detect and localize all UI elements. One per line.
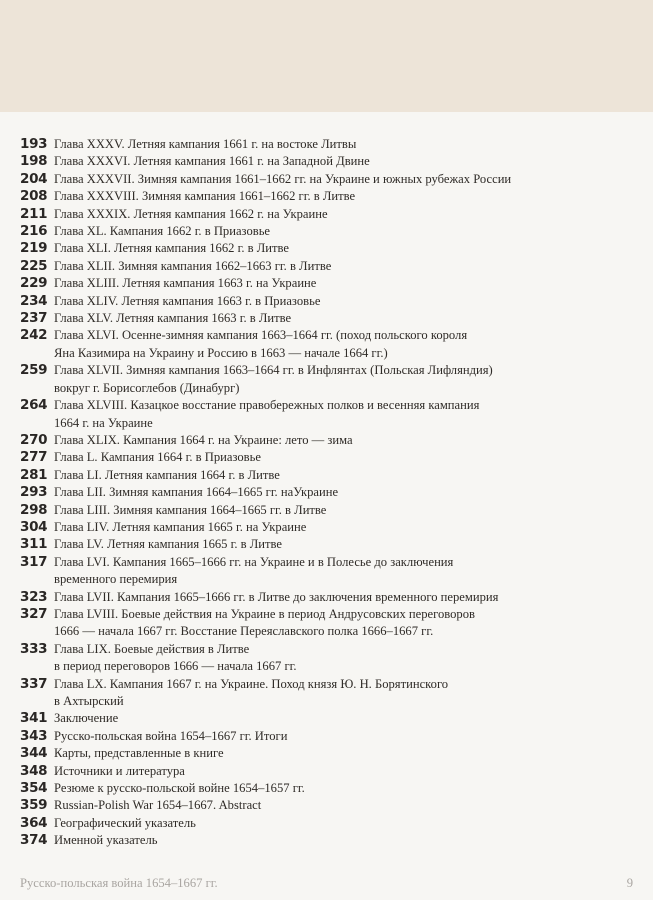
toc-entry bbox=[20, 676, 640, 711]
toc-entry-title-line: Географический указатель bbox=[54, 815, 196, 830]
footer-page-number: 9 bbox=[626, 876, 633, 890]
toc-page-number: 359 bbox=[20, 797, 48, 814]
toc-page-number: 311 bbox=[20, 536, 48, 553]
toc-entry bbox=[20, 432, 640, 449]
toc-page-number: 198 bbox=[20, 153, 48, 170]
toc-entry-title-line: Глава XLIV. Летняя кампания 1663 г. в Приазовье bbox=[54, 293, 321, 308]
toc-page-number: 293 bbox=[20, 484, 48, 501]
toc-entry-title-line: вокруг г. Борисоглебов (Динабург) bbox=[54, 380, 240, 395]
toc-page-number: 277 bbox=[20, 449, 48, 466]
toc-entry bbox=[20, 519, 640, 536]
toc-entry bbox=[20, 223, 640, 240]
toc-page-number: 219 bbox=[20, 240, 48, 257]
toc-entry-title-line: Глава XL. Кампания 1662 г. в Приазовье bbox=[54, 224, 271, 239]
toc-entry-title-line: временного перемирия bbox=[54, 572, 178, 587]
toc-entry-title-line: Яна Казимира на Украину и Россию в 1663 — начале 1664 гг.) bbox=[54, 345, 388, 360]
toc-page-number: 270 bbox=[20, 431, 48, 448]
toc-entry-title-line: Глава XLV. Летняя кампания 1663 г. в Литве bbox=[54, 311, 292, 326]
toc-page-number: 333 bbox=[20, 640, 48, 657]
toc-entry-title-line: Глава LI. Летняя кампания 1664 г. в Литве bbox=[54, 467, 280, 482]
toc-entry-title-line: Глава XXXV. Летняя кампания 1661 г. на востоке Литвы bbox=[54, 137, 357, 151]
toc-page-number: 234 bbox=[20, 292, 48, 309]
top-color-band bbox=[0, 0, 653, 112]
toc-entry bbox=[20, 780, 640, 797]
toc-entry bbox=[20, 206, 640, 223]
toc-entry bbox=[20, 293, 640, 310]
toc-page-number: 211 bbox=[20, 205, 48, 222]
toc-entry bbox=[20, 258, 640, 275]
toc-entry-title-line: Глава XXXVII. Зимняя кампания 1661–1662 гг. на Украине и южных рубежах России bbox=[54, 171, 512, 186]
toc-page-number: 317 bbox=[20, 553, 48, 570]
toc-entry-title-line: Русско-польская война 1654–1667 гг. Итоги bbox=[54, 728, 288, 743]
toc-entry-title-line: Глава XLI. Летняя кампания 1662 г. в Литве bbox=[54, 241, 289, 256]
toc-page-number: 204 bbox=[20, 170, 48, 187]
toc-page-number: 281 bbox=[20, 466, 48, 483]
toc-entry bbox=[20, 710, 640, 727]
toc-entry-title-line: Глава LVIII. Боевые действия на Украине в период Андрусовских переговоров bbox=[54, 606, 475, 621]
toc-entry bbox=[20, 449, 640, 466]
toc-entry-title-line: Глава LX. Кампания 1667 г. на Украине. Поход князя Ю. Н. Борятинского bbox=[54, 676, 449, 691]
toc-page-number: 344 bbox=[20, 745, 48, 762]
toc-entry bbox=[20, 467, 640, 484]
toc-entry bbox=[20, 832, 640, 849]
toc-page-number: 298 bbox=[20, 501, 48, 518]
toc-entry bbox=[20, 362, 640, 397]
toc-entry-title-line: Глава XLVIII. Казацкое восстание правобережных полков и весенняя кампания bbox=[54, 398, 480, 413]
toc-entry-title-line: Глава LVI. Кампания 1665–1666 гг. на Украине и в Полесье до заключения bbox=[54, 554, 454, 569]
toc-entry bbox=[20, 171, 640, 188]
toc-entry bbox=[20, 275, 640, 292]
toc-page-number: 193 bbox=[20, 136, 48, 152]
toc-page-number: 337 bbox=[20, 675, 48, 692]
toc-page-number: 259 bbox=[20, 362, 48, 379]
toc-entry-title-line: Глава LV. Летняя кампания 1665 г. в Литве bbox=[54, 537, 283, 552]
toc-entry bbox=[20, 240, 640, 257]
toc-entry bbox=[20, 327, 640, 362]
toc-entry-title-line: Глава LVII. Кампания 1665–1666 гг. в Литве до заключения временного перемирия bbox=[54, 589, 499, 604]
toc-page-number: 374 bbox=[20, 832, 48, 849]
toc-entry-title-line: Russian-Polish War 1654–1667. Abstract bbox=[54, 798, 262, 813]
toc-entry bbox=[20, 153, 640, 170]
toc-entry-title-line: Глава XLVI. Осенне-зимняя кампания 1663–1664 гг. (поход польского короля bbox=[54, 328, 468, 343]
toc-entry-title-line: Глава LII. Зимняя кампания 1664–1665 гг. наУкраине bbox=[54, 485, 339, 500]
toc-page-number: 208 bbox=[20, 188, 48, 205]
toc-entry-title-line: Глава XLIII. Летняя кампания 1663 г. на Украине bbox=[54, 276, 317, 291]
toc-page-number: 237 bbox=[20, 310, 48, 327]
toc-entry bbox=[20, 641, 640, 676]
toc-entry bbox=[20, 502, 640, 519]
toc-page-number: 327 bbox=[20, 605, 48, 622]
toc-entry-title-line: Глава XLII. Зимняя кампания 1662–1663 гг. в Литве bbox=[54, 258, 332, 273]
toc-entry-title-line: Глава XXXIX. Летняя кампания 1662 г. на Украине bbox=[54, 206, 328, 221]
toc-entry-title-line: Глава LIX. Боевые действия в Литве bbox=[54, 641, 250, 656]
toc-entry-title-line: Глава XXXVIII. Зимняя кампания 1661–1662 гг. в Литве bbox=[54, 189, 356, 204]
toc-page-number: 343 bbox=[20, 727, 48, 744]
toc-entry-title-line: Глава LIII. Зимняя кампания 1664–1665 гг. в Литве bbox=[54, 502, 327, 517]
toc-entry-title-line: 1664 г. на Украине bbox=[54, 415, 153, 430]
toc-entry-title-line: Глава XXXVI. Летняя кампания 1661 г. на Западной Двине bbox=[54, 154, 370, 169]
toc-entry-title-line: Глава XLVII. Зимняя кампания 1663–1664 гг. в Инфлянтах (Польская Лифляндия) bbox=[54, 363, 493, 378]
toc-entry bbox=[20, 728, 640, 745]
toc-page-number: 348 bbox=[20, 762, 48, 779]
toc-entry bbox=[20, 606, 640, 641]
toc-entry-title-line: Резюме к русско-польской войне 1654–1657 гг. bbox=[54, 781, 305, 796]
toc-page-number: 225 bbox=[20, 257, 48, 274]
toc-entry-title-line: Именной указатель bbox=[54, 833, 158, 848]
table-of-contents bbox=[20, 136, 640, 850]
toc-page-number: 323 bbox=[20, 588, 48, 605]
toc-page-number: 229 bbox=[20, 275, 48, 292]
toc-entry bbox=[20, 136, 640, 153]
toc-entry-title-line: Источники и литература bbox=[54, 763, 185, 778]
toc-entry bbox=[20, 536, 640, 553]
toc-entry bbox=[20, 484, 640, 501]
toc-entry bbox=[20, 589, 640, 606]
toc-entry-title-line: Глава L. Кампания 1664 г. в Приазовье bbox=[54, 450, 261, 465]
toc-entry-title-line: 1666 — начала 1667 гг. Восстание Переяславского полка 1666–1667 гг. bbox=[54, 624, 434, 639]
toc-entry-title-line: Глава LIV. Летняя кампания 1665 г. на Украине bbox=[54, 519, 307, 534]
toc-entry-title-line: Карты, представленные в книге bbox=[54, 746, 224, 761]
toc-entry bbox=[20, 797, 640, 814]
toc-entry bbox=[20, 310, 640, 327]
toc-entry-title-line: в период переговоров 1666 — начала 1667 гг. bbox=[54, 659, 297, 674]
toc-entry bbox=[20, 554, 640, 589]
toc-entry-title-line: в Ахтырский bbox=[54, 694, 124, 708]
toc-page-number: 341 bbox=[20, 710, 48, 727]
footer-book-title: Русско-польская война 1654–1667 гг. bbox=[20, 876, 218, 890]
toc-page-number: 354 bbox=[20, 780, 48, 797]
toc-page-number: 264 bbox=[20, 397, 48, 414]
toc-page-number: 242 bbox=[20, 327, 48, 344]
toc-entry bbox=[20, 188, 640, 205]
toc-page-number: 304 bbox=[20, 518, 48, 535]
toc-entry bbox=[20, 397, 640, 432]
toc-entry bbox=[20, 763, 640, 780]
toc-entry-title-line: Глава XLIX. Кампания 1664 г. на Украине: лето — зима bbox=[54, 432, 353, 447]
toc-entry bbox=[20, 815, 640, 832]
toc-page-number: 216 bbox=[20, 223, 48, 240]
toc-entry bbox=[20, 745, 640, 762]
toc-page-number: 364 bbox=[20, 814, 48, 831]
toc-entry-title-line: Заключение bbox=[54, 711, 119, 726]
